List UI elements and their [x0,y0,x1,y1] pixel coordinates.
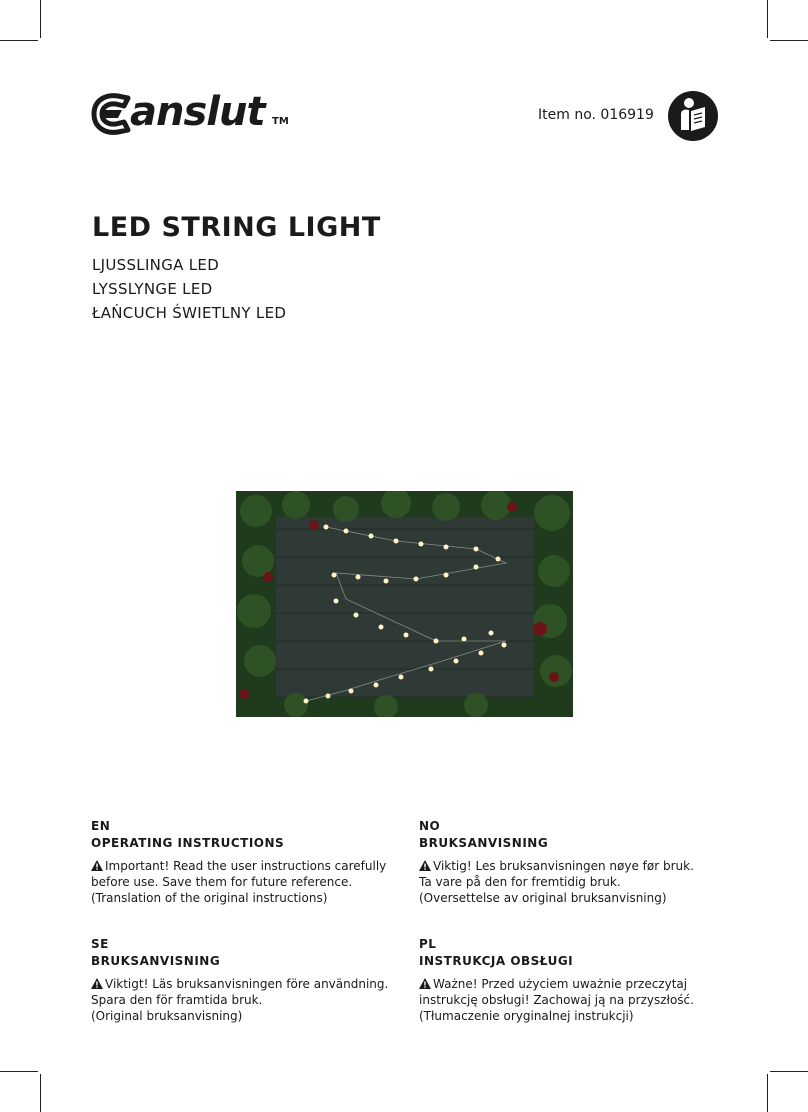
section-title: OPERATING INSTRUCTIONS [91,836,285,850]
section-line: Spara den för framtida bruk. [91,993,263,1007]
read-manual-icon [667,90,719,142]
section-line: Important! Read the user instructions carefully [105,859,387,873]
brand-name: anslut [130,89,265,135]
crop-mark [0,40,38,41]
section-line: (Tłumaczenie oryginalnej instrukcji) [419,1009,634,1023]
brand-logo [88,88,308,140]
section-body [91,858,411,906]
section-line: (Original bruksanvisning) [91,1009,243,1023]
warning-triangle-icon [419,860,431,871]
brand-trademark: TM [272,116,289,127]
section-language: SE [91,937,109,951]
section-en [91,818,411,906]
subtitle-no: LYSSLYNGE LED [92,280,213,298]
section-title: BRUKSANVISNING [419,836,549,850]
crop-mark [770,1071,808,1072]
section-line: (Translation of the original instructions) [91,891,328,905]
section-line: Ważne! Przed użyciem uważnie przeczytaj [433,977,688,991]
crop-mark [0,1071,38,1072]
section-title: INSTRUKCJA OBSŁUGI [419,954,574,968]
subtitle-pl: ŁAŃCUCH ŚWIETLNY LED [92,304,287,322]
product-photo [236,491,573,717]
section-language: NO [419,819,441,833]
section-body [419,858,739,906]
crop-mark [767,0,768,38]
section-no [419,818,739,906]
crop-mark [40,1074,41,1112]
section-language: EN [91,819,111,833]
section-body [419,976,739,1024]
crop-mark [40,0,41,38]
section-language: PL [419,937,437,951]
section-line: Viktigt! Läs bruksanvisningen före användning. [105,977,389,991]
section-line: Ta vare på den for fremtidig bruk. [419,875,621,889]
warning-triangle-icon [91,860,103,871]
subtitle-se: LJUSSLINGA LED [92,256,220,274]
section-title: BRUKSANVISNING [91,954,221,968]
anslut-logo-mark-icon [88,88,136,140]
section-body [91,976,411,1024]
section-line: (Oversettelse av original bruksanvisning) [419,891,667,905]
warning-triangle-icon [419,978,431,989]
product-title: LED STRING LIGHT [92,212,381,243]
section-line: before use. Save them for future reference. [91,875,353,889]
crop-mark [767,1074,768,1112]
item-number: Item no. 016919 [538,107,654,123]
warning-triangle-icon [91,978,103,989]
section-se [91,936,411,1024]
crop-mark [770,40,808,41]
section-line: Viktig! Les bruksanvisningen nøye før bruk. [433,859,694,873]
section-line: instrukcję obsługi! Zachowaj ją na przyszłość. [419,993,694,1007]
section-pl [419,936,739,1024]
